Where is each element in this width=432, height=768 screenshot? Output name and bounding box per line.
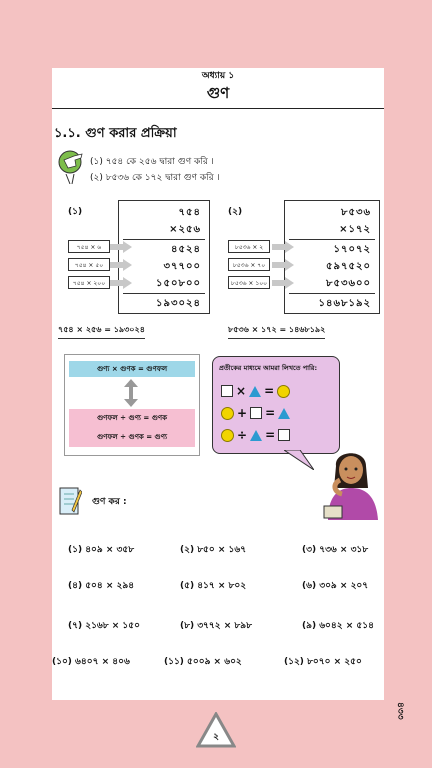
example-1-equation: ৭৫৪ × ২৫৬ = ১৯৩০২৪ <box>58 324 145 339</box>
triangle-icon <box>278 408 290 419</box>
operator: ÷ <box>237 428 248 442</box>
right-arrow-icon <box>272 277 294 289</box>
exercise-item: (১) ৪০৯ × ৩৫৮ <box>68 545 135 555</box>
operator: × <box>236 384 247 398</box>
page-number: ২ <box>213 732 219 742</box>
girl-illustration <box>322 448 384 520</box>
calc-row: ৮৫৩৬০০ <box>326 278 371 289</box>
circle-icon <box>221 429 234 442</box>
calc-row: ৭৫৪ <box>178 207 201 218</box>
calc-row: ৩৭৭০০ <box>163 261 201 272</box>
exercise-item: (২) ৮৫০ × ১৬৭ <box>180 545 247 555</box>
triangle-icon <box>250 430 262 441</box>
partial-label: ৮৫৩৬ × ৭০ <box>228 258 270 271</box>
equals-sign: = <box>265 406 276 420</box>
relation-box <box>64 354 200 456</box>
circle-icon <box>221 407 234 420</box>
notebook-pencil-icon <box>58 486 82 516</box>
calc-row: ১৭০৭২ <box>333 244 371 255</box>
textbook-page <box>52 68 384 700</box>
calc-line <box>289 293 375 294</box>
example-1-calculation <box>118 200 210 314</box>
partial-label: ৭৫৪ × ৫০ <box>68 258 110 271</box>
calc-row: ×১৭২ <box>339 224 371 235</box>
circle-icon <box>277 385 290 398</box>
divider <box>52 108 384 109</box>
exercise-item: (৭) ২১৬৮ × ১৫০ <box>68 621 140 631</box>
triangle-icon <box>249 386 261 397</box>
square-icon <box>278 429 290 441</box>
section-title: ১.১. গুণ করার প্রক্রিয়া <box>54 126 177 141</box>
right-arrow-icon <box>272 259 294 271</box>
calc-row: ৪৫২৪ <box>171 244 201 255</box>
square-icon <box>250 407 262 419</box>
symbol-row <box>221 383 290 399</box>
right-arrow-icon <box>110 241 132 253</box>
relation-divide-2: গুণফল ÷ গুণক = গুণ্য <box>96 433 168 441</box>
task-1: (১) ৭৫৪ কে ২৫৬ দ্বারা গুণ করি । <box>90 157 214 167</box>
exercise-item: (১২) ৮০৭০ × ২৫০ <box>284 657 362 667</box>
relation-divide-group <box>69 409 195 447</box>
example-1-index: (১) <box>68 207 83 217</box>
calc-row: ৫৯৭৫২০ <box>326 261 371 272</box>
operator: + <box>237 406 248 420</box>
equals-sign: = <box>265 428 276 442</box>
speech-bubble <box>212 356 340 454</box>
calc-row: ১৫০৮০০ <box>156 278 201 289</box>
equals-sign: = <box>264 384 275 398</box>
example-2-index: (২) <box>228 207 243 217</box>
relation-divide-1: গুণফল ÷ গুণ্য = গুণক <box>96 414 168 422</box>
partial-label: ৭৫৪ × ২০০ <box>68 276 110 289</box>
relation-multiply: গুণ্য × গুণক = গুণফল <box>69 361 195 377</box>
partial-label: ৭৫৪ × ৬ <box>68 240 110 253</box>
chapter-label: অধ্যায় ১ <box>201 71 235 81</box>
exercise-item: (৪) ৫০৪ × ২৯৪ <box>68 581 135 591</box>
exercise-item: (৯) ৬০৪২ × ৫১৪ <box>302 621 374 631</box>
calc-line <box>289 239 375 240</box>
up-down-arrow-icon <box>123 379 139 407</box>
exercise-item: (৫) ৪১৭ × ৮০২ <box>180 581 247 591</box>
calc-line <box>123 293 205 294</box>
right-arrow-icon <box>272 241 294 253</box>
right-arrow-icon <box>110 259 132 271</box>
calc-line <box>123 239 205 240</box>
partial-label: ৮৫৩৬ × ২ <box>228 240 270 253</box>
exercise-item: (৬) ৩০৯ × ২০৭ <box>302 581 369 591</box>
bubble-text: প্রতীকের মাধ্যমে আমরা লিখতে পারি: <box>219 364 318 372</box>
calc-result: ১৪৬৮১৯২ <box>318 298 371 309</box>
symbol-row <box>221 427 290 443</box>
partial-label: ৮৫৩৬ × ১০০ <box>228 276 270 289</box>
page-number-badge <box>196 712 236 748</box>
page-title: গুণ <box>206 84 230 102</box>
exercise-item: (১১) ৫০০৯ × ৬০২ <box>164 657 242 667</box>
exercise-heading: গুণ কর : <box>92 497 127 507</box>
side-text: ৪৩৩ <box>395 702 405 720</box>
task-2: (২) ৮৫৩৬ কে ১৭২ দ্বারা গুণ করি । <box>90 173 220 183</box>
pointing-hand-icon <box>58 148 86 184</box>
symbol-row <box>221 405 290 421</box>
calc-row: ৮৫৩৬ <box>341 207 371 218</box>
bubble-tail <box>284 450 314 470</box>
exercise-item: (৮) ৩৭৭২ × ৮৯৮ <box>180 621 252 631</box>
calc-result: ১৯৩০২৪ <box>156 298 201 309</box>
example-2-equation: ৮৫৩৬ × ১৭২ = ১৪৬৮১৯২ <box>228 324 325 339</box>
exercise-item: (১০) ৬৪০৭ × ৪০৬ <box>52 657 130 667</box>
right-arrow-icon <box>110 277 132 289</box>
example-2-calculation <box>284 200 380 314</box>
square-icon <box>221 385 233 397</box>
calc-row: ×২৫৬ <box>169 224 201 235</box>
exercise-item: (৩) ৭৩৬ × ৩১৮ <box>302 545 369 555</box>
